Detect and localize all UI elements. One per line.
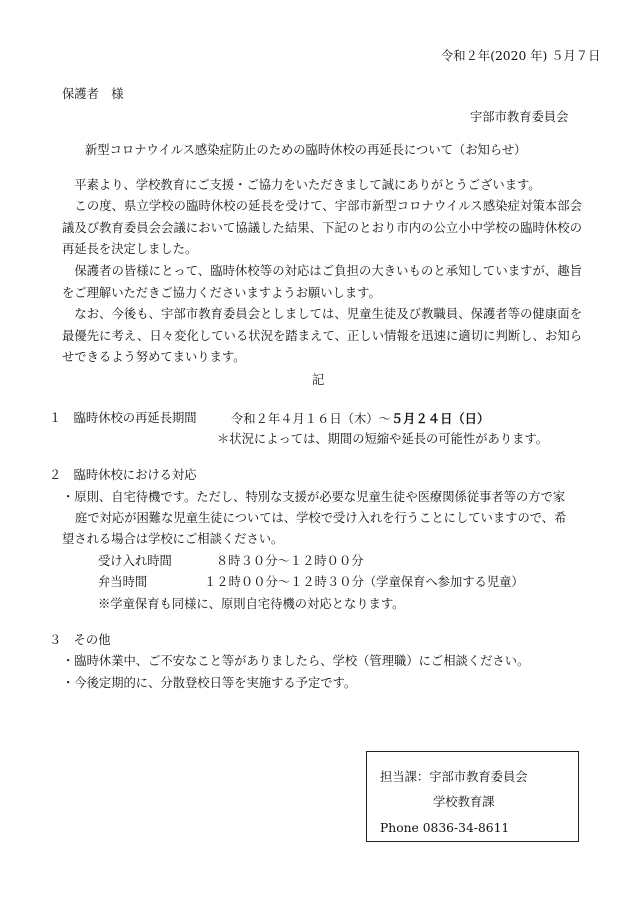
section3-item1: ・臨時休業中、ご不安なこと等がありましたら、学校（管理職）にご相談ください。	[62, 654, 530, 668]
contact-department: 担当課：宇部市教育委員会	[380, 770, 528, 784]
body-paragraph-3: 保護者の皆様にとって、臨時休校等の対応はご負担の大きいものと承知していますが、趣旨をご理解いただきご協力くださいますようお願いします。	[62, 264, 582, 300]
period-end: ５月２４日（日）	[390, 411, 490, 426]
section2-line1: ・原則、自宅待機です。ただし、特別な支援が必要な児童生徒や医療関係従事者等の方で家	[62, 490, 566, 504]
lunch-time-label: 弁当時間	[98, 575, 148, 589]
body-paragraph-1: 平素より、学校教育にご支援・ご協力をいただきまして誠にありがとうございます。	[62, 178, 541, 192]
section1-heading: １ 臨時休校の再延長期間	[49, 411, 197, 425]
section3-heading: ３ その他	[49, 633, 111, 647]
section2-line2: 庭で対応が困難な児童生徒については、学校で受け入れを行うことにしていますので、希	[75, 511, 567, 525]
sender: 宇部市教育委員会	[470, 110, 569, 124]
contact-phone: Phone 0836-34-8611	[380, 821, 510, 835]
document-title: 新型コロナウイルス感染症防止のための臨時休校の再延長について（お知らせ）	[85, 143, 527, 157]
section2-note: ※学童保育も同様に、原則自宅待機の対応となります。	[98, 597, 405, 611]
contact-section: 学校教育課	[433, 795, 495, 809]
section1-period	[231, 410, 489, 428]
accept-time-value: ８時３０分～１２時００分	[216, 554, 364, 568]
section2-heading: ２ 臨時休校における対応	[49, 468, 197, 482]
section1-note: ＊状況によっては、期間の短縮や延長の可能性があります。	[217, 432, 549, 446]
section2-line3: 望される場合は学校にご相談ください。	[62, 532, 284, 546]
section3-item2: ・今後定期的に、分散登校日等を実施する予定です。	[62, 676, 357, 690]
accept-time-label: 受け入れ時間	[98, 554, 172, 568]
document-date: 令和２年(2020 年) ５月７日	[441, 49, 601, 63]
body-paragraph-4: なお、今後も、宇部市教育委員会としましては、児童生徒及び教職員、保護者等の健康面を最優先に考え、日々変化している状況を踏まえて、正しい情報を迅速に適切に判断し、お知らせできるよう努めてまいります。	[62, 307, 582, 364]
recipient: 保護者 様	[62, 87, 124, 101]
lunch-time-value: １２時００分～１２時３０分（学童保育へ参加する児童）	[204, 575, 524, 589]
body-paragraph-2: この度、県立学校の臨時休校の延長を受けて、宇部市新型コロナウイルス感染症対策本部会議及び教育委員会会議において協議した結果、下記のとおり市内の公立小中学校の臨時休校の再延長を決定しました。	[62, 199, 582, 256]
period-start: 令和２年４月１６日（木）～	[231, 412, 391, 426]
ki-heading: 記	[312, 373, 325, 387]
